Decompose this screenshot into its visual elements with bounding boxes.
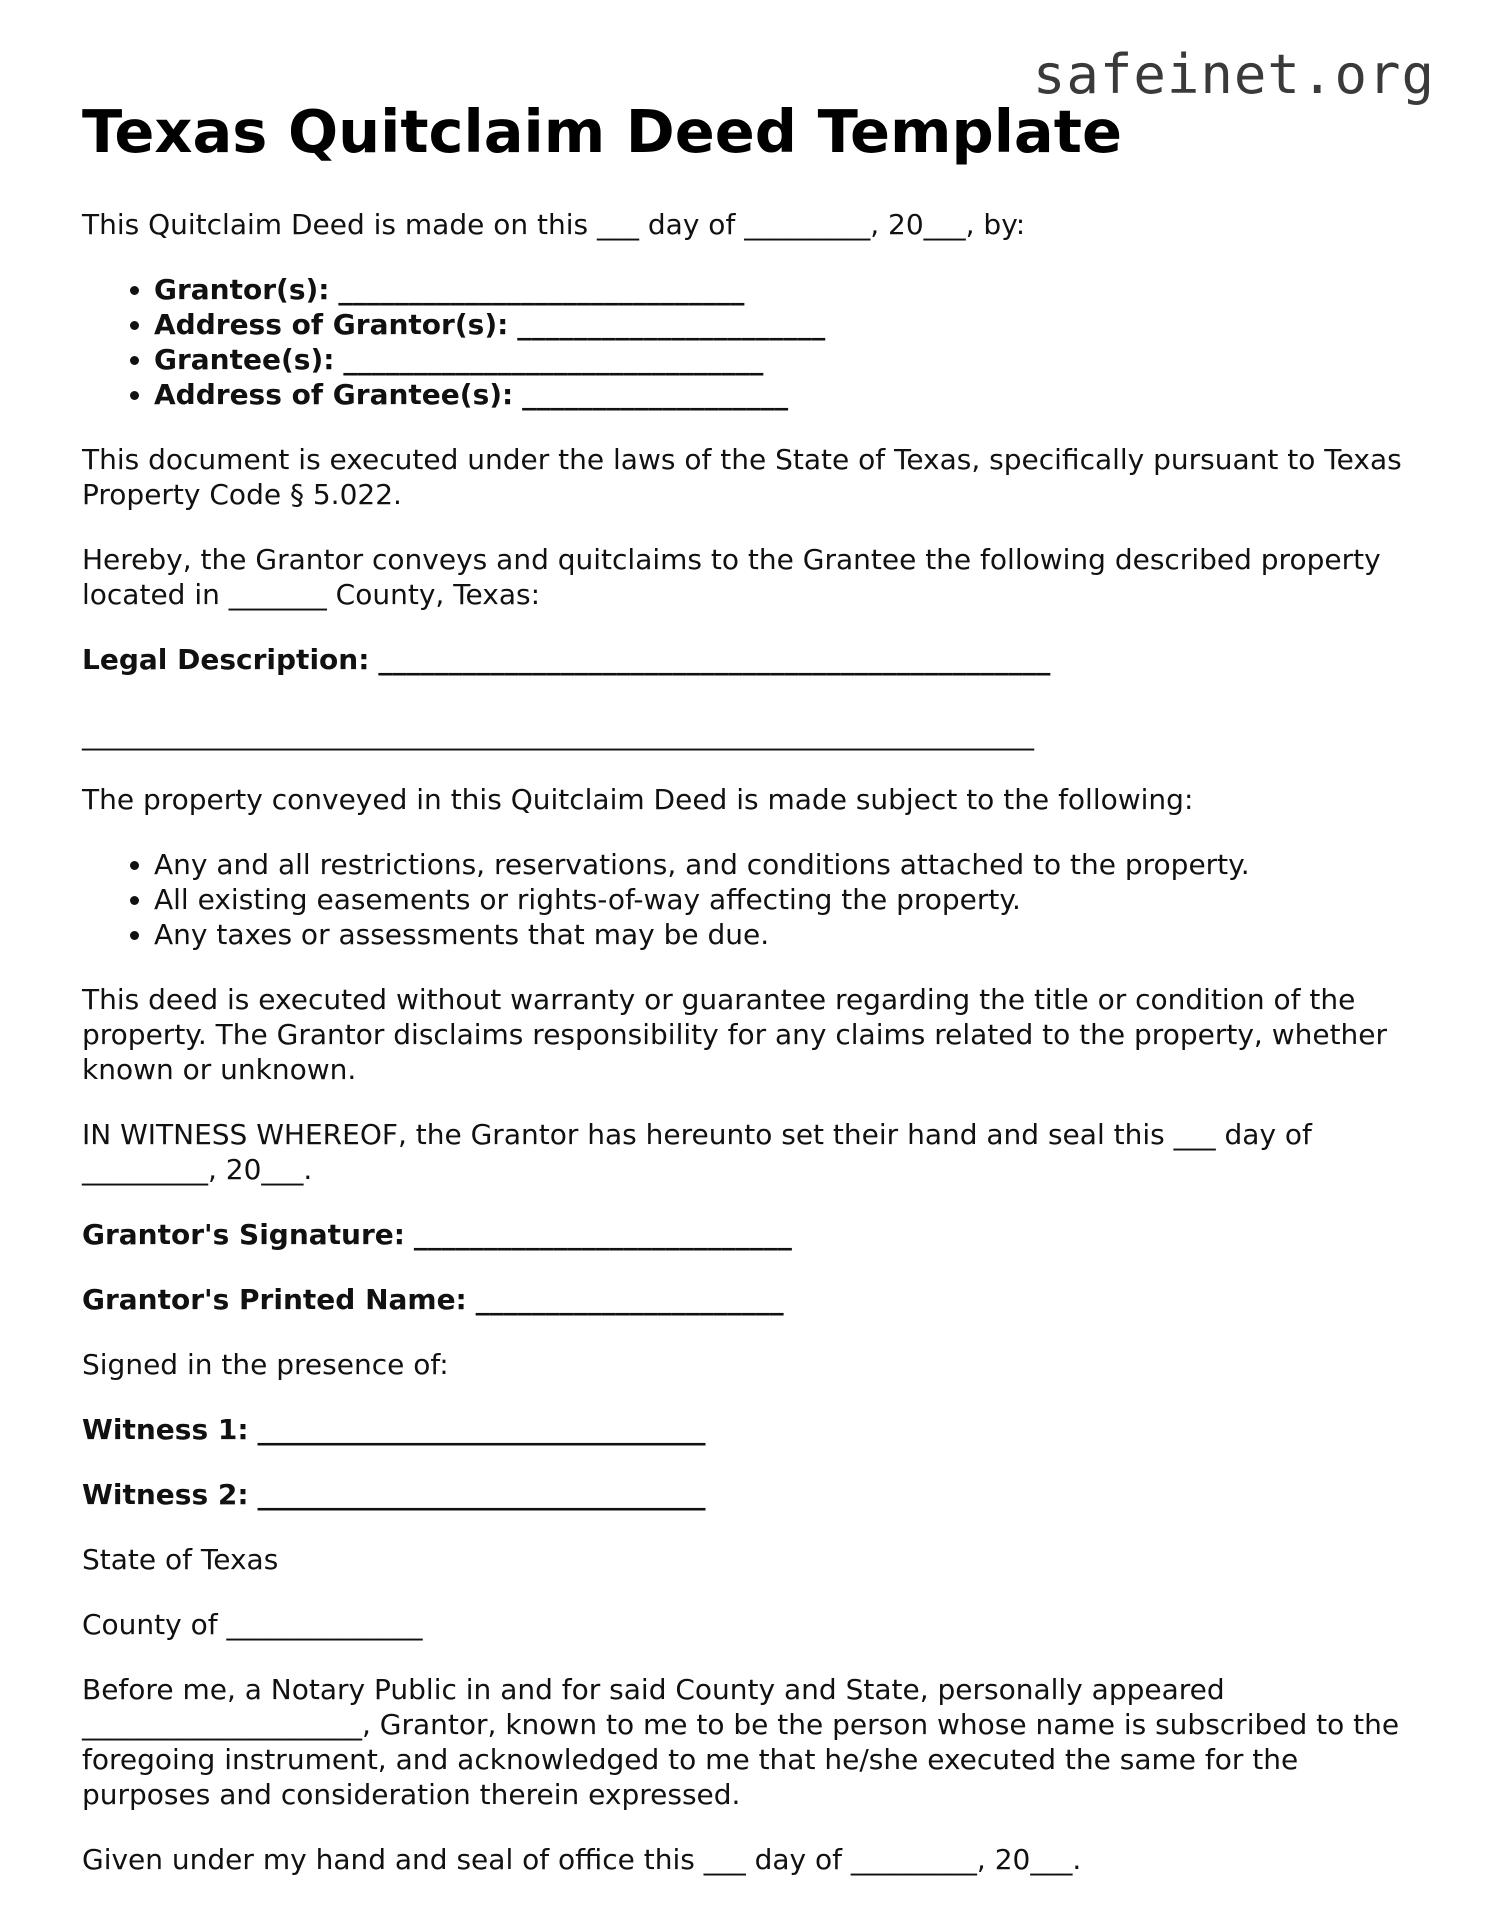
list-item: • Any taxes or assessments that may be due. <box>154 917 1422 952</box>
legal-description <box>82 642 1422 677</box>
warranty-disclaimer: This deed is executed without warranty or guarantee regarding the title or condition of the property. The Grantor disclaims responsibility for any claims related to the property, whether known or unknown. <box>82 982 1388 1086</box>
grantee-address-label: Address of Grantee(s): <box>154 377 514 411</box>
list-item: • Any and all restrictions, reservations, and conditions attached to the property. <box>154 847 1422 882</box>
witness-1-blank: ________________________________ <box>257 1412 706 1446</box>
watermark: safeinet.org <box>1032 43 1435 106</box>
witness-2-label: Witness 2: <box>82 1477 249 1511</box>
grantor-signature-line <box>82 1217 1422 1252</box>
grantor-address-blank: ______________________ <box>517 307 826 341</box>
subject-intro: The property conveyed in this Quitclaim Deed is made subject to the following: <box>82 782 1194 816</box>
given-under-line: Given under my hand and seal of office this ___ day of _________, 20___. <box>82 1842 1082 1876</box>
conveyance-paragraph: Hereby, the Grantor conveys and quitclaims to the Grantee the following described property located in _______ County, Texas: <box>82 542 1381 611</box>
subject-list <box>82 847 1422 952</box>
witness-1-line <box>82 1412 1422 1447</box>
witness-1-label: Witness 1: <box>82 1412 249 1446</box>
grantor-printed-name-line <box>82 1282 1422 1317</box>
grantor-signature-label: Grantor's Signature: <box>82 1217 405 1251</box>
grantee-blank: ______________________________ <box>343 342 764 376</box>
grantee-label: Grantee(s): <box>154 342 335 376</box>
page-title: Texas Quitclaim Deed Template <box>82 97 1122 166</box>
legal-description-line-2: ____________________________________________________________________ <box>82 717 1034 751</box>
grantee-address-blank: ___________________ <box>522 377 789 411</box>
intro-paragraph: This Quitclaim Deed is made on this ___ day of _________, 20___, by: <box>82 207 1026 241</box>
document <box>82 97 1422 1907</box>
grantor-printed-name-blank: ______________________ <box>475 1282 784 1316</box>
grantor-label: Grantor(s): <box>154 272 330 306</box>
law-statement: This document is executed under the laws of the State of Texas, specifically pursuant to Texas Property Code § 5.022. <box>82 442 1402 511</box>
witness-whereof: IN WITNESS WHEREOF, the Grantor has hereunto set their hand and seal this ___ day of _________, 20___. <box>82 1117 1312 1186</box>
witness-2-line <box>82 1477 1422 1512</box>
notary-statement: Before me, a Notary Public in and for said County and State, personally appeared ____________________, Grantor, known to me to be the person whose name is subscribed to the foregoing instrument, and acknowledged to me that he/she executed the same for the purposes and consideration therein expressed. <box>82 1672 1400 1811</box>
state-line: State of Texas <box>82 1542 279 1576</box>
list-item <box>154 307 1422 342</box>
list-item <box>154 272 1422 307</box>
legal-description-blank: ________________________________________________ <box>378 642 1051 676</box>
parties-list <box>82 272 1422 412</box>
grantor-printed-name-label: Grantor's Printed Name: <box>82 1282 467 1316</box>
grantor-signature-blank: ___________________________ <box>413 1217 792 1251</box>
legal-description-label: Legal Description: <box>82 642 370 676</box>
list-item: • All existing easements or rights-of-way affecting the property. <box>154 882 1422 917</box>
witness-2-blank: ________________________________ <box>257 1477 706 1511</box>
presence-text: Signed in the presence of: <box>82 1347 449 1381</box>
list-item <box>154 342 1422 377</box>
grantor-blank: _____________________________ <box>338 272 745 306</box>
grantor-address-label: Address of Grantor(s): <box>154 307 509 341</box>
list-item <box>154 377 1422 412</box>
county-line: County of ______________ <box>82 1607 423 1641</box>
